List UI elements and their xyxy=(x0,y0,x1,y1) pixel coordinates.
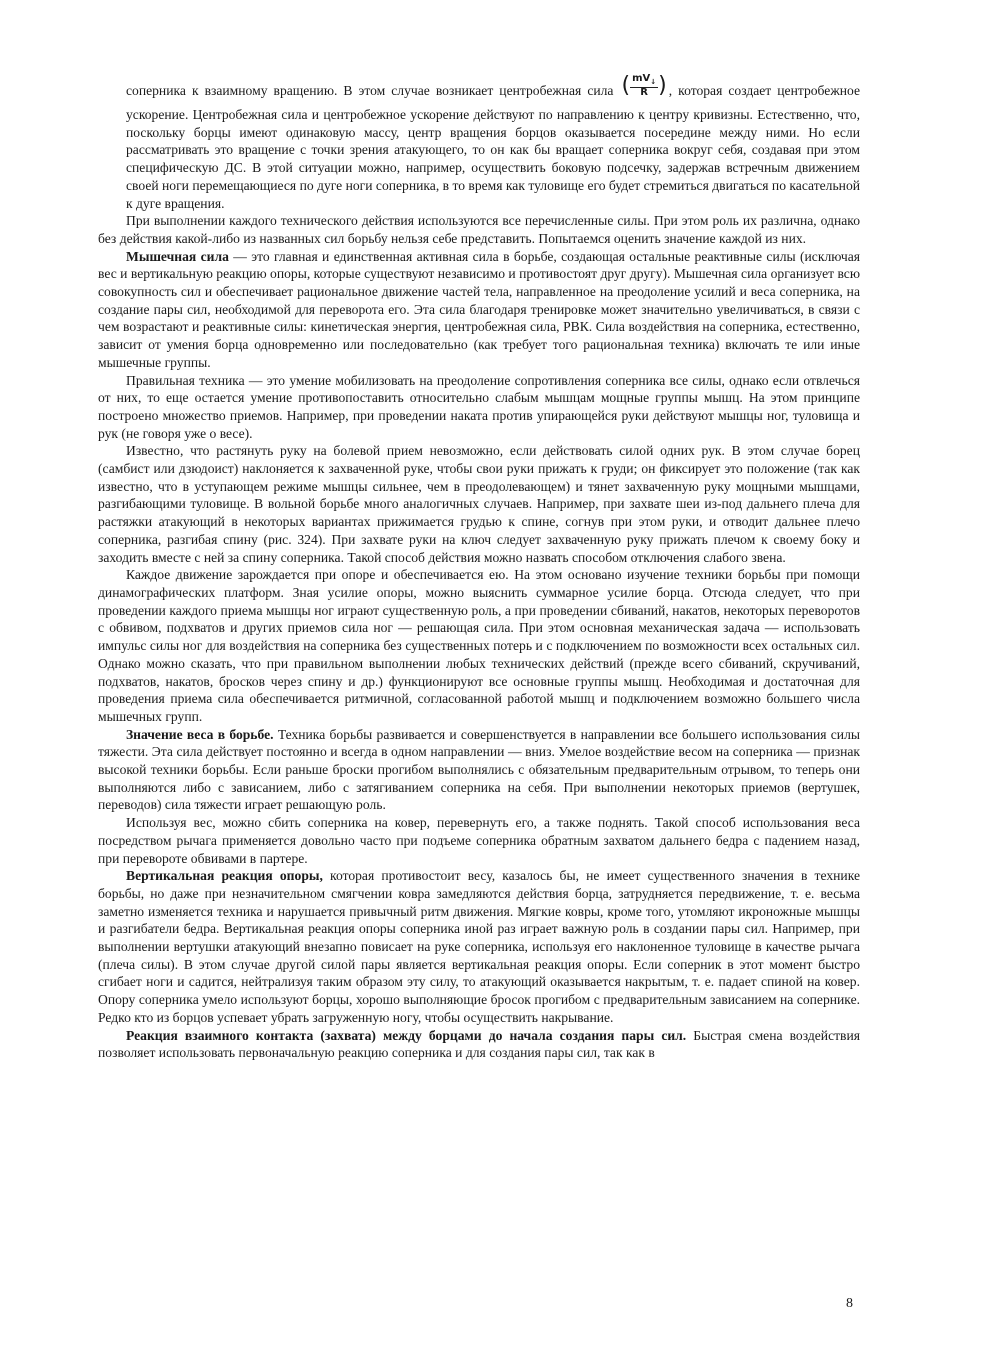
paragraph xyxy=(98,372,860,443)
paragraph-text: Известно, что растянуть руку на болевой прием невозможно, если действовать силой одних рук. В этом случае борец (самбист или дзюдоист) наклоняется к захваченной руке, чтобы свои руки прижать к груди; он фиксирует это положение (так как известно, что в уступающем режиме мышцы сильнее, чем в преодолевающем) и тянет захваченную руку мощными мышцами, разгибающими туловище. В вольной борьбе много аналогичных случаев. Например, при захвате шеи из-под дальнего плеча для растяжки атакующий в некоторых вариантах прижимается грудью к спине, согнув при этом руки, и отводит дальнее плечо соперника, разгибая спину (рис. 324). При захвате руки на ключ следует захваченную руку прижать плечом к своему боку и заходить вместе с ней за спину соперника. Такой способ действия можно назвать способом отключения слабого звена. xyxy=(98,443,860,565)
section-lead-term: Мышечная сила xyxy=(126,248,229,264)
paragraph-text: При выполнении каждого технического действия используются все перечисленные силы. При этом роль их различна, однако без действия какой-либо из названных сил борьбу нельзя себе представить. Попытаемся оценить значение каждой из них. xyxy=(98,213,860,246)
formula-open-paren: ( xyxy=(621,73,631,98)
formula-subscript: ↓ xyxy=(650,78,657,86)
formula-numerator-text: mV xyxy=(632,73,651,84)
paragraph-text: Правильная техника — это умение мобилизовать на преодоление сопротивления соперника все силы, однако если отвлечься от них, то еще остается умение противопоставить относительно слабым мышцам мощные группы мышц. На этом принципе построено множество приемов. Например, при проведении наката против упирающейся руки действуют мышцы ног, туловища и рук (не говоря уже о весе). xyxy=(98,372,860,441)
paragraph-text: , которая создает центробежное ускорение. Центробежная сила и центробежное ускорение действуют по направлению к центру кривизны. Естественно, что, поскольку борцы имеют одинаковую массу, центр вращения борцов оказывается посередине между ними. Но если рассматривать это вращение с точки зрения атакующего, то он как бы вращает соперника вокруг себя, создавая при этом специфическую ДС. В этой ситуации можно, например, осуществить боковую подсечку, задержав встречным движением своей ноги перемещающиеся по дуге ноги соперника, в то время как туловище его будет стремиться двигаться по касательной к дуге вращения. xyxy=(126,83,861,211)
paragraph-text: Каждое движение зарождается при опоре и обеспечивается ею. На этом основано изучение техники борьбы при помощи динамографических платформ. Зная усилие опоры, можно выяснить суммарное усилие борца. Отсюда следует, что при проведении каждого приема мышцы ног играют существенную роль, а при проведении сбиваний, накатов, некоторых переворотов с обвивом, подхватов и других приемов сила ног — решающая сила. При этом основная механическая задача — использовать импульс силы ног для воздействия на соперника без существенных потерь и с подключением по возможности всех остальных сил. Однако можно сказать, что при правильном выполнении любых технических действий (прежде всего сбиваний, скручиваний, подхватов, накатов, бросков через спину и др.) функционируют все основные группы мышц. Необходимая и достаточная для проведения приема сила обеспечивается ритмичной, согласованной работой мышц и подключением возможно большего числа мышечных групп. xyxy=(98,567,860,724)
paragraph-text: Используя вес, можно сбить соперника на ковер, перевернуть его, а также поднять. Такой способ использования веса посредством рычага применяется довольно часто при подъеме соперника обратным захватом дальнего бедра с падением назад, при перевороте обвивами в партере. xyxy=(98,815,860,866)
section-lead-term: Значение веса в борьбе. xyxy=(126,726,274,742)
paragraph-text: соперника к взаимному вращению. В этом случае возникает центробежная сила xyxy=(126,83,620,98)
formula-denominator: R xyxy=(640,87,648,98)
formula-close-paren: ) xyxy=(658,73,667,98)
section-lead-term: Вертикальная реакция опоры, xyxy=(126,868,323,884)
paragraph xyxy=(98,212,860,247)
paragraph xyxy=(98,442,860,566)
paragraph xyxy=(98,726,860,815)
paragraph xyxy=(98,248,860,372)
paragraph xyxy=(98,814,860,867)
document-body xyxy=(98,73,861,1062)
section-lead-term: Реакция взаимного контакта (захвата) между борцами до начала создания пары сил. xyxy=(126,1027,687,1043)
paragraph xyxy=(98,867,860,1026)
paragraph-text: которая противостоит весу, казалось бы, не имеет существенного значения в технике борьбы, но даже при незначительном смягчении ковра замедляются действия борца, затрудняется передвижение, т. е. весьма заметно изменяется техника и нарушается привычный ритм движения. Мягкие ковры, кроме того, утомляют икроножные мышцы и разгибатели бедра. Вертикальная реакция опоры соперника иной раз играет важную роль в создании пары сил. Например, при выполнении вертушки атакующий внезапно повисает на руке соперника, используя его наклоненное туловище в качестве рычага (плеча силы). В этом случае другой силой пары является вертикальная реакция опоры. Если соперник в этот момент быстро сгибает ноги и садится, нейтрализуя таким образом эту силу, то атакующий оказывается накрытым, т. е. падает спиной на ковер. Опору соперника умело используют борцы, хорошо выполняющие бросок прогибом с предварительным зависанием на сопернике. Редко кто из борцов успевает убрать загруженную ногу, чтобы осуществить накрывание. xyxy=(98,868,860,1025)
paragraph xyxy=(98,1027,860,1062)
centrifugal-force-formula xyxy=(622,74,667,98)
paragraph-text: — это главная и единственная активная сила в борьбе, создающая остальные реактивные силы (исключая вес и вертикальную реакцию опоры, которые существуют независимо и противостоят друг другу). Мышечная сила организует всю совокупность сил и обеспечивает рациональное движение частей тела, направленное на преодоление усилий и веса соперника, на создание пары сил, необходимой для переворота его. Эта сила благодаря тренировке может значительно увеличиваться, в связи с чем возрастают и реактивные силы: кинетическая энергия, центробежная сила, РВК. Сила воздействия на соперника, естественно, зависит от умения борца одновременно или последовательно (как требует того рациональная техника) включать те или иные мышечные группы. xyxy=(98,248,860,370)
paragraph xyxy=(98,566,860,725)
formula-fraction xyxy=(630,74,658,98)
paragraph-text: Быстрая смена воздействия позволяет использовать первоначальную реакцию соперника и для создания пары сил, так как в xyxy=(98,1027,860,1061)
formula-numerator xyxy=(630,74,658,88)
paragraph xyxy=(126,73,861,212)
paragraph-text: Техника борьбы развивается и совершенствуется в направлении все большего использования силы тяжести. Эта сила действует постоянно и всегда в одном направлении — вниз. Умелое воздействие весом на соперника — признак высокой техники борьбы. Если раньше броски прогибом выполнялись с обязательным предварительным отрывом, то теперь они выполняются либо с зависанием, либо с затягиванием соперника на себя. При выполнении некоторых приемов (вертушек, переводов) сила тяжести играет решающую роль. xyxy=(98,726,860,813)
page-number: 8 xyxy=(846,1296,853,1311)
